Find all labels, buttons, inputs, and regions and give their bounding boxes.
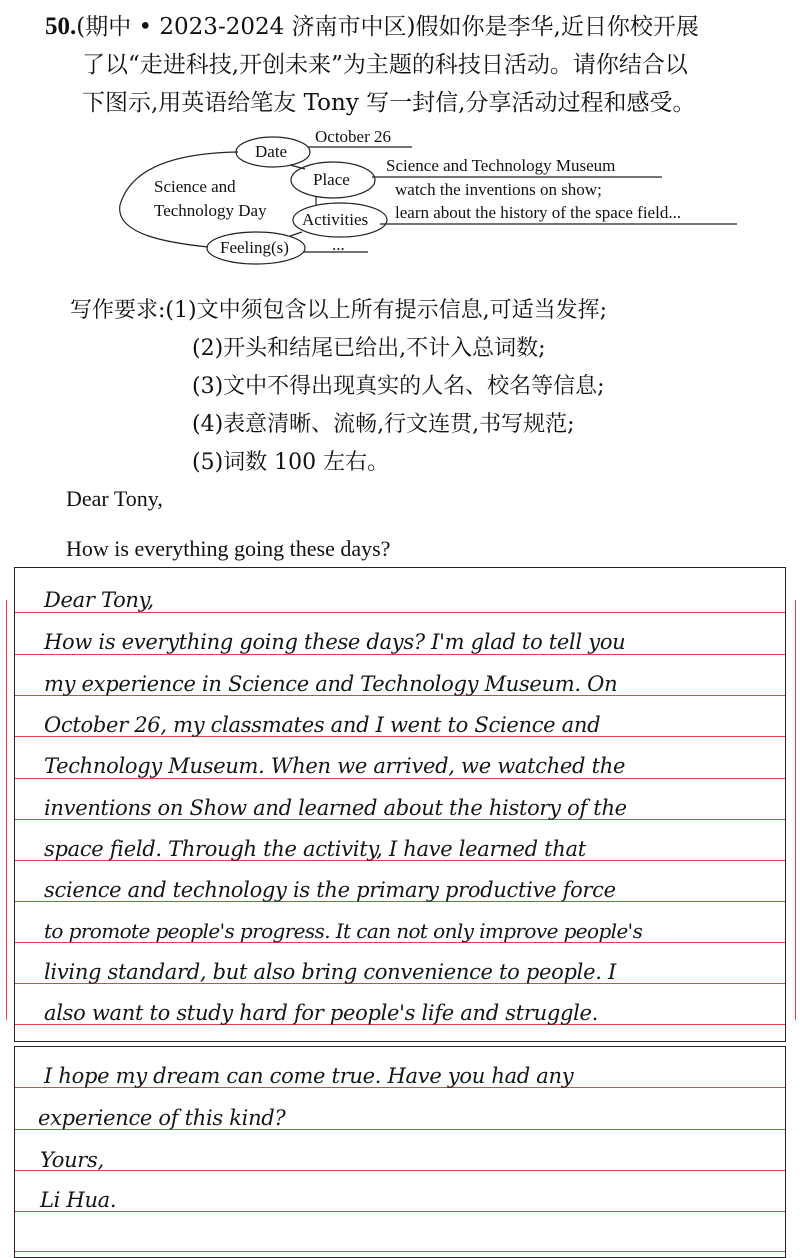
requirement-1: 写作要求:(1)文中须包含以上所有提示信息,可适当发挥; bbox=[70, 298, 607, 323]
requirement-4: (4)表意清晰、流畅,行文连贯,书写规范; bbox=[192, 412, 575, 437]
value-feelings: ... bbox=[332, 235, 345, 254]
value-place: Science and Technology Museum bbox=[386, 156, 616, 175]
handwritten-line: October 26, my classmates and I went to Science and bbox=[44, 713, 601, 737]
requirement-5: (5)词数 100 左右。 bbox=[192, 450, 390, 475]
handwritten-line: Dear Tony, bbox=[44, 588, 154, 612]
node-place: Place bbox=[313, 170, 350, 189]
question-number: 50. bbox=[45, 13, 77, 40]
requirement-3: (3)文中不得出现真实的人名、校名等信息; bbox=[192, 374, 605, 399]
handwritten-line: living standard, but also bring convenience to people. I bbox=[44, 960, 616, 984]
question-prompt bbox=[45, 8, 785, 122]
handwritten-line: science and technology is the primary productive force bbox=[44, 878, 616, 902]
handwritten-line: How is everything going these days? I'm glad to tell you bbox=[44, 630, 626, 654]
value-date: October 26 bbox=[315, 127, 392, 146]
handwritten-line: inventions on Show and learned about the history of the bbox=[44, 796, 627, 820]
handwritten-line: space field. Through the activity, I have learned that bbox=[44, 837, 586, 861]
center-arc bbox=[120, 152, 238, 247]
handwritten-line: I hope my dream can come true. Have you had any bbox=[44, 1064, 574, 1088]
node-feelings: Feeling(s) bbox=[220, 238, 289, 257]
handwritten-line: Li Hua. bbox=[40, 1188, 117, 1212]
writing-requirements bbox=[70, 292, 607, 482]
handwritten-line: Yours, bbox=[40, 1148, 104, 1172]
question-line-1: (期中 • 2023-2024 济南市中区)假如你是李华,近日你校开展 bbox=[76, 14, 699, 40]
mind-map-diagram bbox=[110, 125, 760, 265]
center-label-1: Science and bbox=[154, 177, 236, 196]
question-line-3: 下图示,用英语给笔友 Tony 写一封信,分享活动过程和感受。 bbox=[82, 90, 696, 116]
prompt-greeting: Dear Tony, bbox=[66, 486, 163, 511]
node-date: Date bbox=[255, 142, 288, 161]
margin-line bbox=[795, 600, 796, 1020]
node-activities: Activities bbox=[302, 210, 369, 229]
margin-line bbox=[6, 600, 7, 1020]
handwritten-line: my experience in Science and Technology Museum. On bbox=[44, 672, 618, 696]
handwritten-line: Technology Museum. When we arrived, we watched the bbox=[44, 754, 626, 778]
value-activities-2: learn about the history of the space field... bbox=[395, 203, 682, 222]
center-label-2: Technology Day bbox=[154, 201, 267, 220]
handwritten-line: to promote people's progress. It can not only improve people's bbox=[44, 919, 643, 943]
requirement-2: (2)开头和结尾已给出,不计入总词数; bbox=[192, 336, 546, 361]
handwritten-line: experience of this kind? bbox=[38, 1106, 286, 1130]
value-activities-1: watch the inventions on show; bbox=[395, 180, 602, 199]
handwritten-line: also want to study hard for people's life and struggle. bbox=[44, 1001, 599, 1025]
prompt-opening: How is everything going these days? bbox=[66, 536, 391, 561]
question-line-2: 了以“走进科技,开创未来”为主题的科技日活动。请你结合以 bbox=[82, 52, 688, 78]
